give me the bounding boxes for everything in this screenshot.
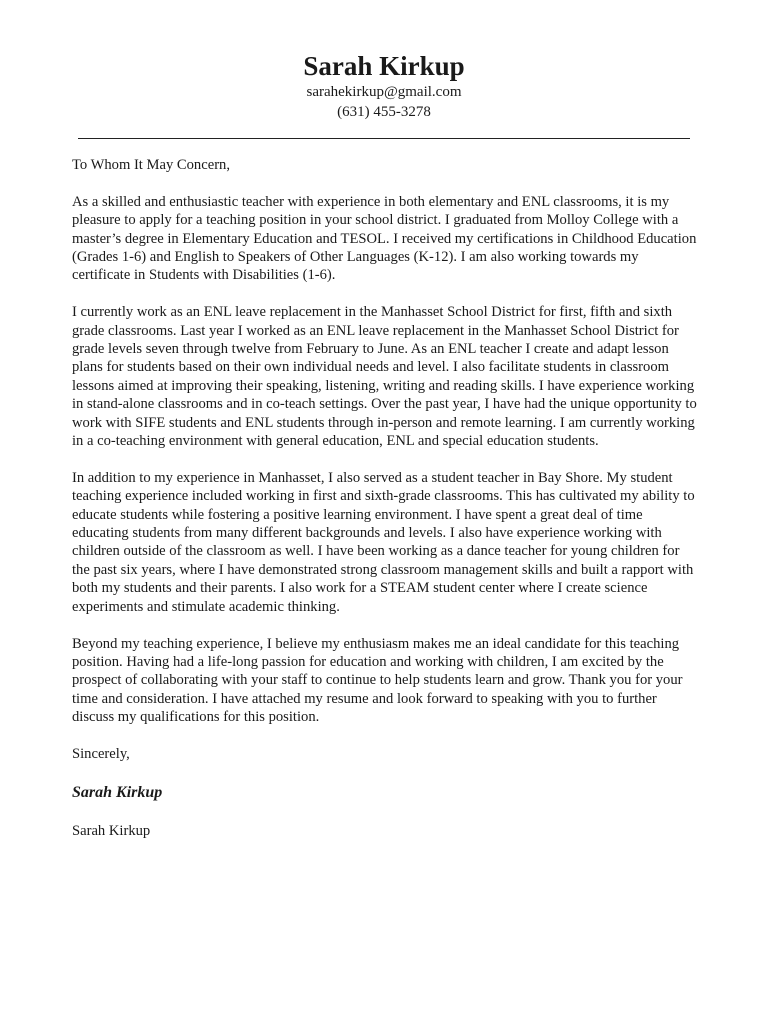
signed-name: Sarah Kirkup [72, 822, 151, 839]
paragraph-4: Beyond my teaching experience, I believe my enthusiasm makes me an ideal candidate for this teaching position. Having had a life-long passion for education and working with children, I am excited by the prospect of collaborating with your staff to continue to help students learn and grow. Thank you for your time and consideration. I have attached my resume and look forward to speaking with you to further discuss my qualifications for this position. [72, 635, 683, 726]
sender-email: sarahekirkup@gmail.com [306, 84, 462, 100]
paragraph-1: As a skilled and enthusiastic teacher with experience in both elementary and ENL classrooms, it is my pleasure to apply for a teaching position in your school district. I graduated from Molloy College with a master’s degree in Elementary Education and TESOL. I received my certifications in Childhood Education (Grades 1-6) and English to Speakers of Other Languages (K-12). I am also working towards my certificate in Students with Disabilities (1-6). [72, 193, 697, 284]
salutation: To Whom It May Concern, [72, 157, 230, 173]
letter-body [72, 156, 700, 859]
header-divider [78, 138, 690, 139]
paragraph-2: I currently work as an ENL leave replacement in the Manhasset School District for first, fifth and sixth grade classrooms. Last year I worked as an ENL leave replacement in the Manhasset School District for grade levels seven through twelve from February to June. As an ENL teacher I create and adapt lesson plans for students based on their own individual needs and level. I also facilitate students in classroom lessons aimed at improving their speaking, listening, writing and reading skills. I have experience working in stand-alone classrooms and in co-teach settings. Over the past year, I have had the unique opportunity to work with SIFE students and ENL students through in-person and remote learning. I am currently working in a co-teaching environment with general education, ENL and special education students. [72, 304, 697, 450]
sender-phone: (631) 455-3278 [337, 104, 431, 120]
closing: Sincerely, [72, 745, 130, 762]
letter-header [0, 50, 768, 122]
sender-name: Sarah Kirkup [303, 51, 465, 81]
handwritten-signature: Sarah Kirkup [72, 783, 163, 801]
paragraph-3: In addition to my experience in Manhasset, I also served as a student teacher in Bay Shore. My student teaching experience included working in first and sixth-grade classrooms. This has cultivated my ability to educate students while fostering a positive learning environment. I have spent a great deal of time educating students from many different backgrounds and levels. I also have experience working with children outside of the classroom as well. I have been working as a dance teacher for young children for the past six years, where I have demonstrated strong classroom management skills and built a rapport with both my students and their parents. I also work for a STEAM student center where I create science experiments and stimulate academic thinking. [72, 469, 695, 615]
